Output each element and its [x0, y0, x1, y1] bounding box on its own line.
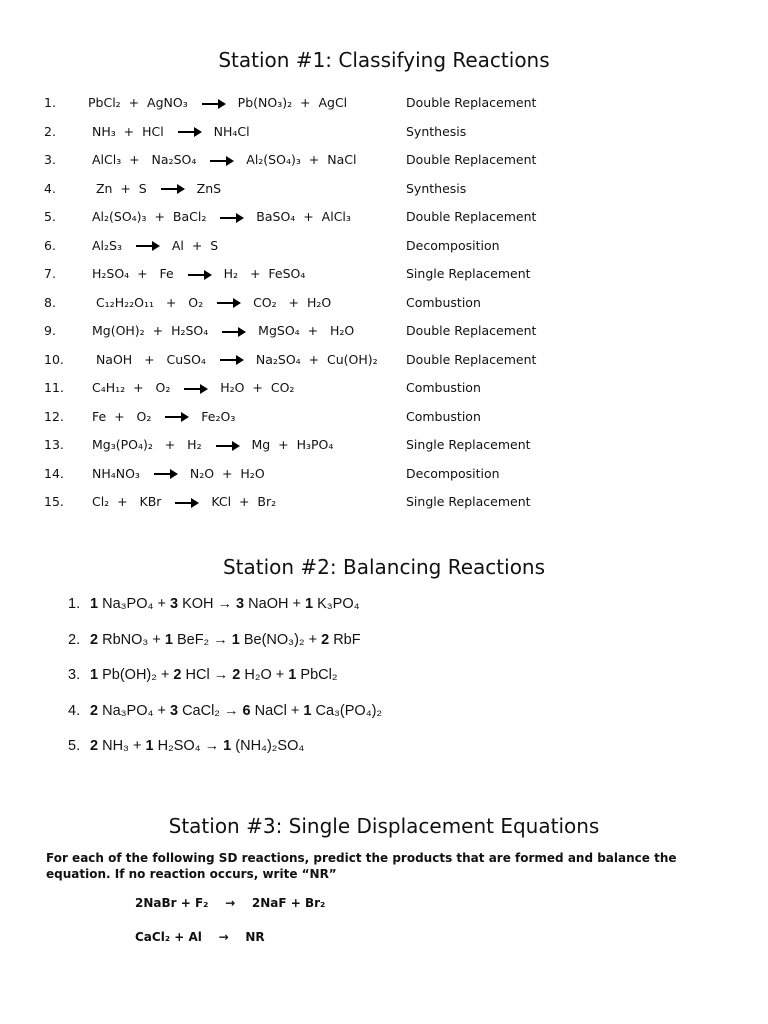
reaction-row [0, 266, 768, 288]
reactants: H₂SO₄ + Fe [88, 266, 174, 281]
reaction-equation [88, 152, 356, 167]
reaction-row [0, 437, 768, 459]
reactants: C₄H₁₂ + O₂ [88, 380, 171, 395]
reaction-type: Double Replacement [406, 95, 537, 110]
reaction-row [0, 352, 768, 374]
products: CO₂ + H₂O [253, 294, 332, 310]
reaction-row [0, 494, 768, 516]
balanced-equation: 1 Pb(OH)₂ + 2 HCl → 2 H₂O + 1 PbCl₂ [90, 667, 338, 683]
arrow-icon [136, 245, 158, 247]
sd-equation: CaCl₂ + Al → NR [135, 930, 265, 944]
reaction-type: Double Replacement [406, 351, 537, 367]
reaction-type: Combustion [406, 380, 481, 395]
equation-number: 1. [68, 596, 81, 612]
products: NH₄Cl [213, 123, 250, 139]
reaction-row [0, 181, 768, 203]
reaction-number: 6. [44, 237, 56, 253]
arrow-icon [161, 188, 183, 190]
reaction-number: 12. [44, 408, 64, 424]
reaction-equation [88, 380, 294, 395]
arrow-icon [175, 502, 197, 504]
reaction-type: Double Replacement [406, 323, 537, 338]
reaction-number: 11. [44, 380, 64, 395]
reactants: NH₃ + HCl [88, 123, 164, 139]
reaction-row [0, 95, 768, 117]
balanced-equation-row [68, 738, 304, 754]
reaction-row [0, 466, 768, 488]
reaction-number: 14. [44, 465, 64, 481]
reaction-equation [88, 95, 347, 110]
reaction-number: 1. [44, 95, 56, 110]
products: Fe₂O₃ [201, 408, 236, 424]
balanced-equation: 1 Na₃PO₄ + 3 KOH → 3 NaOH + 1 K₃PO₄ [90, 596, 360, 612]
reaction-type: Double Replacement [406, 209, 537, 224]
reaction-row [0, 152, 768, 174]
equation-number: 4. [68, 702, 81, 719]
reaction-type: Combustion [406, 408, 481, 424]
reaction-equation [88, 494, 276, 509]
arrow-icon [210, 160, 232, 162]
reaction-number: 2. [44, 123, 56, 139]
reaction-number: 7. [44, 266, 56, 281]
equation-number: 3. [68, 667, 81, 683]
reaction-number: 4. [44, 180, 56, 196]
reaction-equation [88, 238, 218, 253]
station3-title: Station #3: Single Displacement Equations [168, 814, 600, 838]
balanced-equation: 2 Na₃PO₄ + 3 CaCl₂ → 6 NaCl + 1 Ca₃(PO₄)₂ [90, 702, 383, 719]
arrow-icon [220, 359, 242, 361]
reaction-type: Double Replacement [406, 152, 537, 167]
reaction-row [0, 380, 768, 402]
reaction-equation [88, 352, 378, 367]
reaction-number: 3. [44, 152, 56, 167]
balanced-equation-row [68, 667, 337, 683]
products: ZnS [196, 180, 222, 196]
reaction-equation [88, 295, 331, 310]
station2-title: Station #2: Balancing Reactions [222, 555, 546, 579]
reaction-equation [88, 124, 250, 139]
reaction-number: 10. [44, 351, 64, 367]
balanced-equation-row [68, 596, 360, 612]
reaction-equation [88, 209, 351, 224]
arrow-icon [188, 274, 210, 276]
reaction-type: Single Replacement [406, 266, 531, 281]
products: MgSO₄ + H₂O [258, 323, 355, 338]
reaction-number: 13. [44, 437, 64, 452]
balanced-equation: 2 RbNO₃ + 1 BeF₂ → 1 Be(NO₃)₂ + 2 RbF [90, 631, 361, 648]
reactants: AlCl₃ + Na₂SO₄ [88, 152, 197, 167]
reaction-type: Decomposition [406, 465, 500, 481]
reaction-number: 8. [44, 294, 56, 310]
arrow-icon [216, 445, 238, 447]
reactants: PbCl₂ + AgNO₃ [88, 95, 188, 110]
reaction-equation [88, 266, 305, 281]
products: Al₂(SO₄)₃ + NaCl [246, 152, 357, 167]
reactants: Al₂(SO₄)₃ + BaCl₂ [88, 209, 207, 224]
reaction-number: 9. [44, 323, 56, 338]
products: Al + S [171, 237, 219, 253]
reactants: NaOH + CuSO₄ [88, 351, 206, 367]
reactants: C₁₂H₂₂O₁₁ + O₂ [88, 294, 204, 310]
reaction-row [0, 209, 768, 231]
reactants: Fe + O₂ [88, 408, 152, 424]
reactants: Mg(OH)₂ + H₂SO₄ [88, 323, 209, 338]
reaction-type: Synthesis [406, 123, 467, 139]
reaction-row [0, 323, 768, 345]
products: H₂O + CO₂ [220, 380, 295, 395]
station3-instructions: For each of the following SD reactions, predict the products that are formed and balance the equation. If no reaction occurs, write “NR” [46, 851, 677, 881]
balanced-equation-row [68, 703, 382, 719]
arrow-icon [217, 302, 239, 304]
reaction-equation [88, 409, 235, 424]
reaction-equation [88, 437, 333, 452]
products: Mg + H₃PO₄ [251, 437, 334, 452]
products: Na₂SO₄ + Cu(OH)₂ [255, 351, 378, 367]
reactants: NH₄NO₃ [88, 465, 140, 481]
reaction-row [0, 409, 768, 431]
reaction-type: Single Replacement [406, 437, 531, 452]
products: H₂ + FeSO₄ [223, 266, 306, 281]
station1-title: Station #1: Classifying Reactions [218, 48, 550, 72]
reactants: Mg₃(PO₄)₂ + H₂ [88, 437, 202, 452]
reaction-equation [88, 181, 221, 196]
arrow-icon [178, 131, 200, 133]
reaction-type: Decomposition [406, 237, 500, 253]
reaction-row [0, 238, 768, 260]
products: Pb(NO₃)₂ + AgCl [237, 95, 348, 110]
products: KCl + Br₂ [211, 494, 277, 509]
sd-equation: 2NaBr + F₂ → 2NaF + Br₂ [135, 896, 326, 910]
products: BaSO₄ + AlCl₃ [256, 209, 351, 224]
balanced-equation-row [68, 632, 361, 648]
reaction-number: 15. [44, 494, 64, 509]
reaction-type: Synthesis [406, 180, 467, 196]
arrow-icon [202, 103, 224, 105]
reaction-row [0, 124, 768, 146]
arrow-icon [222, 331, 244, 333]
arrow-icon [220, 217, 242, 219]
arrow-icon [184, 388, 206, 390]
reaction-equation [88, 323, 354, 338]
reactants: Al₂S₃ [88, 237, 122, 253]
reaction-row [0, 295, 768, 317]
reactants: Zn + S [88, 180, 147, 196]
equation-number: 2. [68, 631, 81, 648]
arrow-icon [154, 473, 176, 475]
balanced-equation: 2 NH₃ + 1 H₂SO₄ → 1 (NH₄)₂SO₄ [90, 738, 305, 754]
reactants: Cl₂ + KBr [88, 494, 162, 509]
reaction-type: Combustion [406, 294, 481, 310]
reaction-type: Single Replacement [406, 494, 531, 509]
reaction-number: 5. [44, 209, 56, 224]
reaction-equation [88, 466, 265, 481]
products: N₂O + H₂O [189, 465, 265, 481]
equation-number: 5. [68, 738, 81, 754]
arrow-icon [165, 416, 187, 418]
